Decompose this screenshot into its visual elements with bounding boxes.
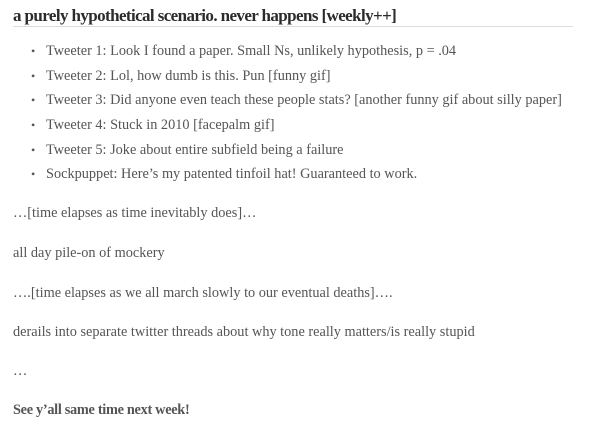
list-item-text: Tweeter 4: Stuck in 2010 [facepalm gif]	[46, 117, 275, 134]
list-item-text: Tweeter 3: Did anyone even teach these people stats? [another funny gif about silly paper]	[46, 92, 562, 109]
list-item-text: Tweeter 2: Lol, how dumb is this. Pun [funny gif]	[46, 67, 331, 84]
ellipsis-paragraph: …	[13, 363, 28, 379]
time-elapses-deaths-paragraph: ….[time elapses as we all march slowly to our eventual deaths]….	[13, 285, 393, 301]
list-item	[13, 41, 593, 66]
derails-paragraph: derails into separate twitter threads about why tone really matters/is really stupid	[13, 324, 475, 340]
time-elapses-paragraph: …[time elapses as time inevitably does]…	[13, 205, 257, 221]
list-item-text: Tweeter 5: Joke about entire subfield being a failure	[46, 141, 344, 158]
list-item-text: Tweeter 1: Look I found a paper. Small Ns, unlikely hypothesis, p = .04	[46, 43, 457, 59]
bullet-icon: •	[31, 44, 36, 58]
bullet-icon: •	[31, 68, 36, 83]
pile-on-paragraph: all day pile-on of mockery	[13, 245, 165, 261]
list-item	[13, 66, 593, 91]
list-item	[13, 140, 593, 165]
list-item	[13, 90, 593, 115]
list-item	[13, 115, 593, 140]
title-divider	[13, 26, 573, 27]
bullet-icon: •	[31, 93, 36, 108]
bullet-icon: •	[31, 167, 36, 182]
list-item	[13, 164, 593, 189]
sign-off-paragraph: See y’all same time next week!	[13, 402, 190, 418]
bullet-icon: •	[31, 118, 36, 133]
list-item-text: Sockpuppet: Here’s my patented tinfoil hat! Guaranteed to work.	[46, 166, 418, 183]
bullet-icon: •	[31, 142, 36, 157]
tweet-list	[13, 41, 593, 189]
post-title: a purely hypothetical scenario. never happens [weekly++]	[13, 6, 397, 25]
